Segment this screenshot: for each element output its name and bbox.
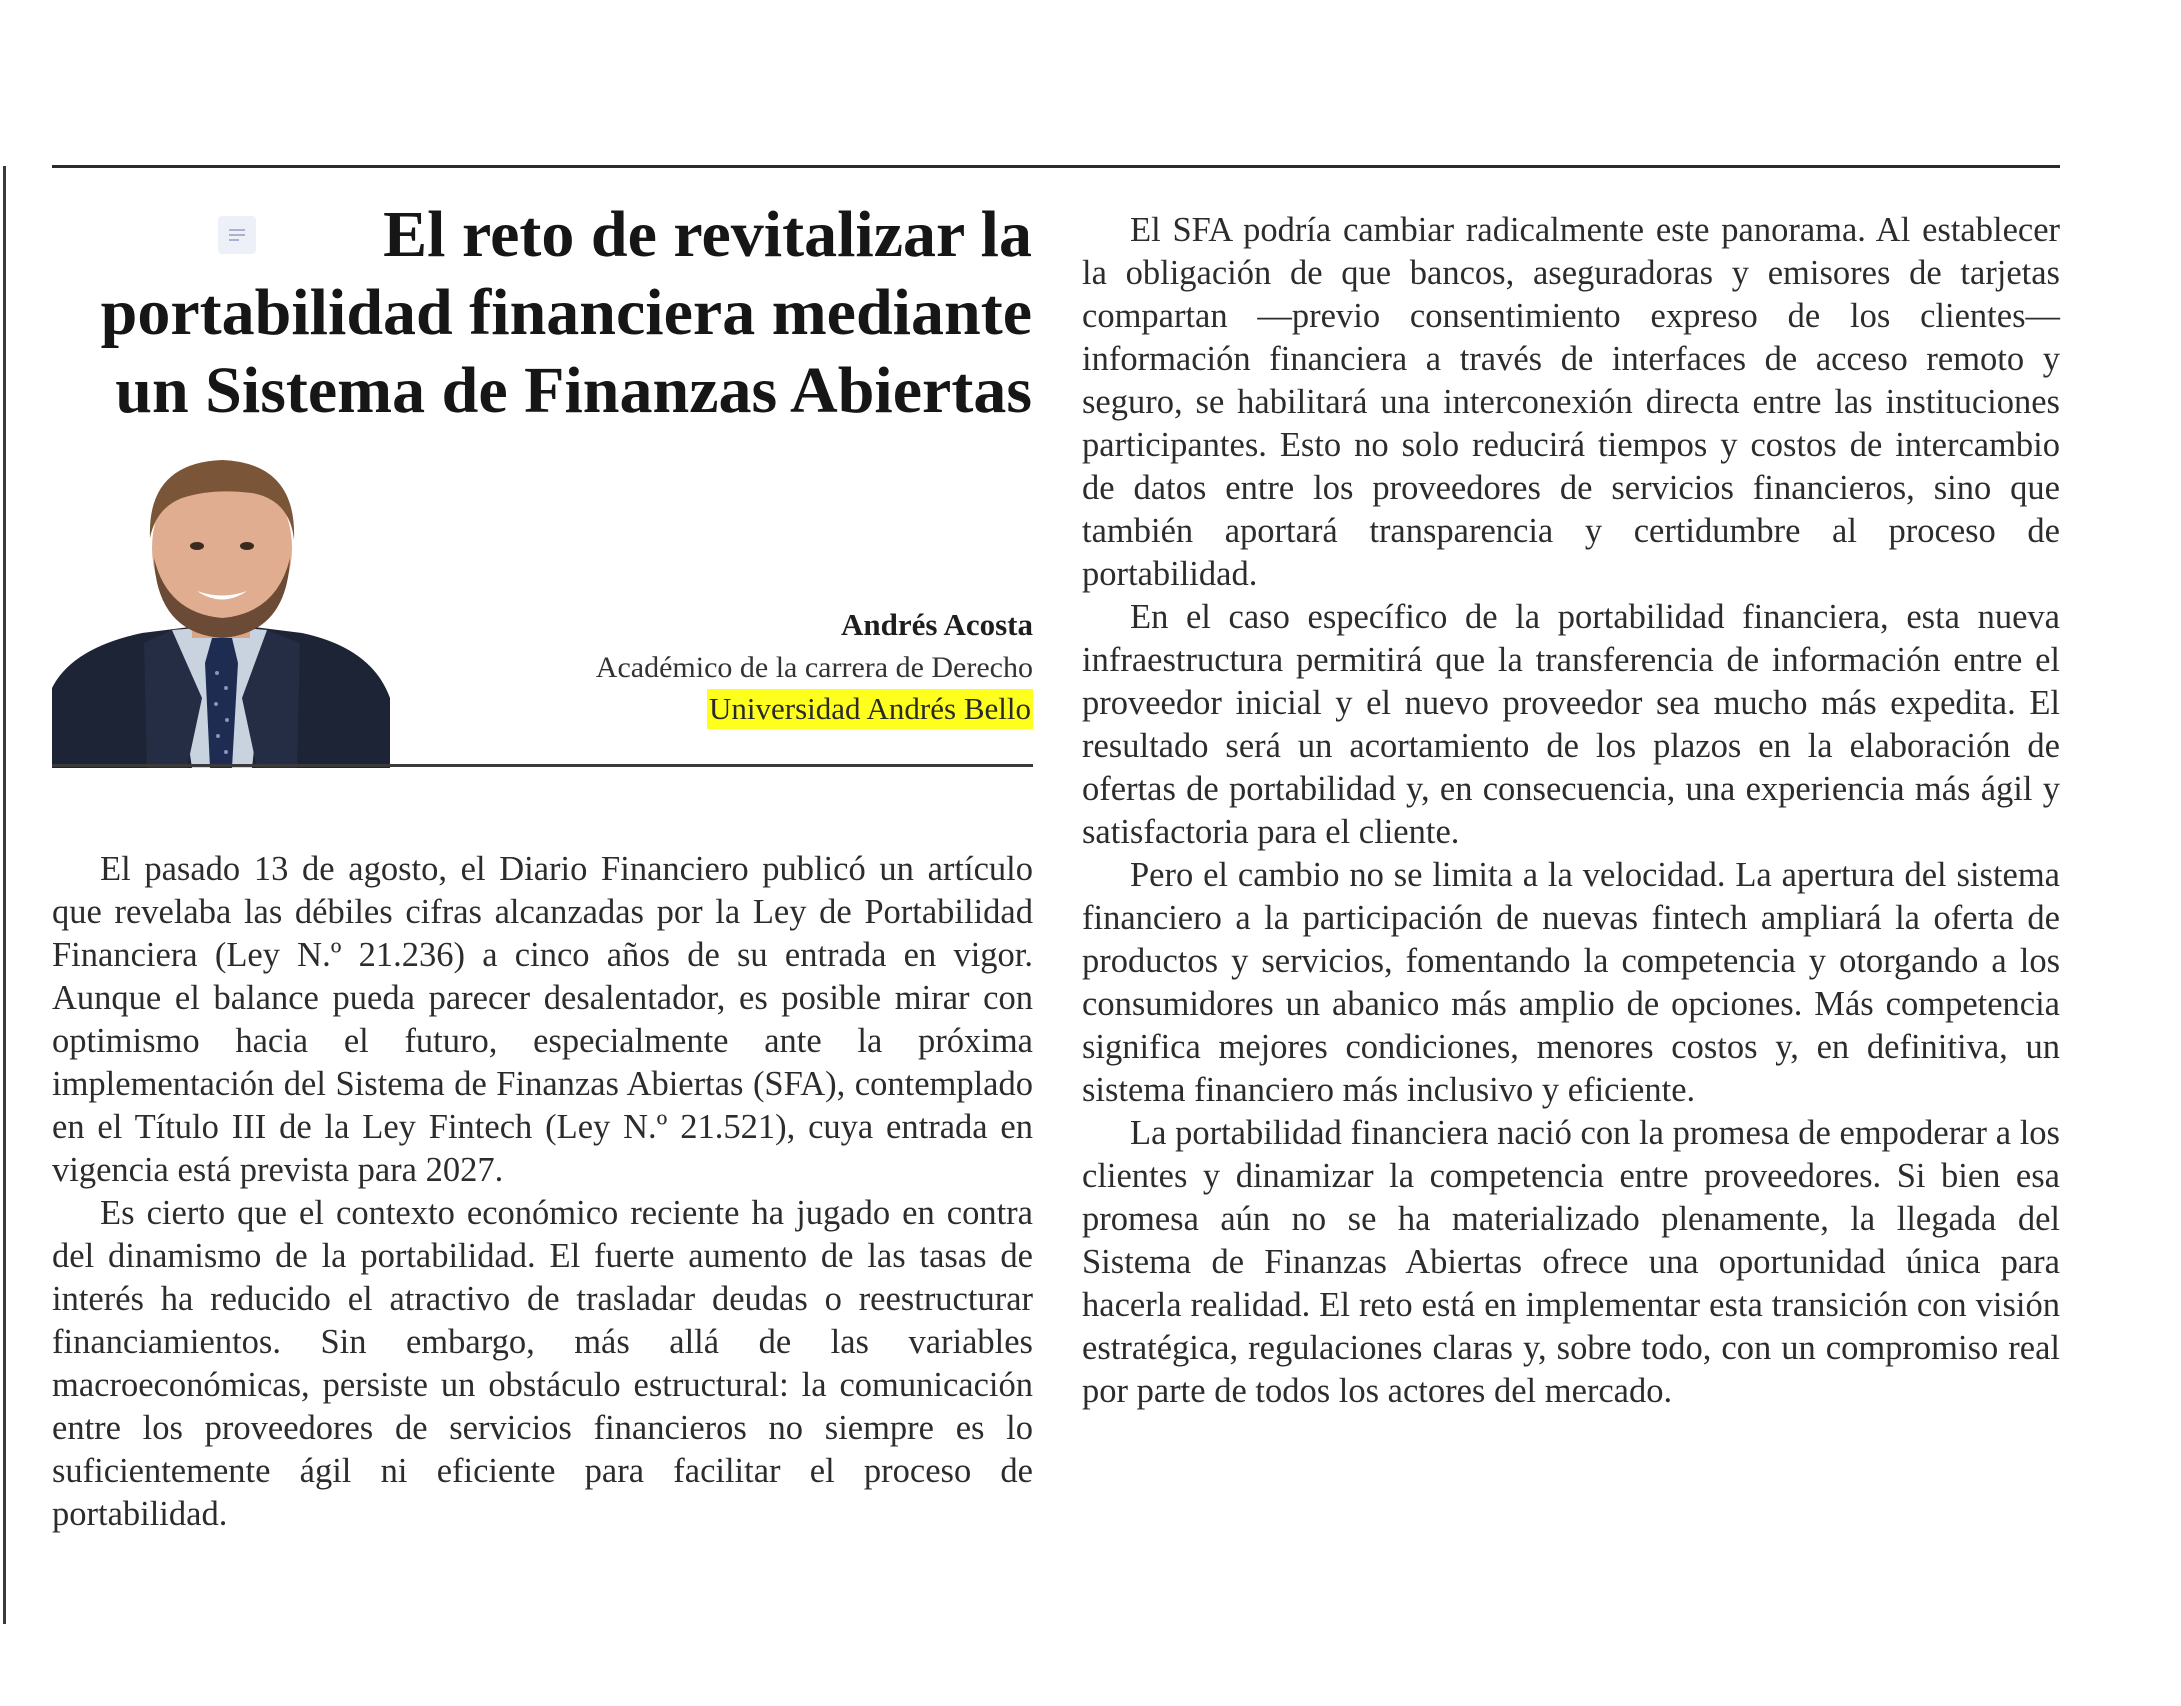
author-name: Andrés Acosta bbox=[840, 607, 1033, 642]
author-institution: Universidad Andrés Bello bbox=[707, 689, 1033, 729]
top-rule bbox=[52, 165, 2060, 168]
paragraph: En el caso específico de la portabilidad financiera, esta nueva infraestructura permitirá que la transferencia de información entre el proveedor inicial y el nuevo proveedor sea mucho más expedita. El resultado será un acortamiento de los plazos en la elaboración de ofertas de portabilidad y, en consecuencia, una experiencia más ágil y satisfactoria para el cliente. bbox=[1082, 598, 2060, 851]
article-headline: El reto de revitalizar la portabilidad financiera mediante un Sistema de Finanzas Abiertas bbox=[100, 198, 1032, 427]
article-column-right bbox=[1082, 209, 2060, 1413]
paragraph: Pero el cambio no se limita a la velocidad. La apertura del sistema financiero a la participación de nuevas fintech ampliará la oferta de productos y servicios, fomentando la competencia y otorgando a los consumidores un abanico más amplio de opciones. Más competencia significa mejores condiciones, menores costos y, en definitiva, un sistema financiero más inclusivo y eficiente. bbox=[1082, 856, 2060, 1109]
paragraph: La portabilidad financiera nació con la promesa de empoderar a los clientes y dinamizar la competencia entre proveedores. Si bien esa promesa aún no se ha materializado plenamente, la llegada del Sistema de Finanzas Abiertas ofrece una oportunidad única para hacerla realidad. El reto está en implementar esta transición con visión estratégica, regulaciones claras y, sobre todo, con un compromiso real por parte de todos los actores del mercado. bbox=[1082, 1114, 2060, 1410]
author-role: Académico de la carrera de Derecho bbox=[595, 651, 1033, 684]
paragraph: El pasado 13 de agosto, el Diario Financiero publicó un artículo que revelaba las débiles cifras alcanzadas por la Ley de Portabilidad Financiera (Ley N.º 21.236) a cinco años de su entrada en vigor. Aunque el balance pueda parecer desalentador, es posible mirar con optimismo hacia el futuro, especialmente ante la próxima implementación del Sistema de Finanzas Abiertas (SFA), contemplado en el Título III de la Ley Fintech (Ley N.º 21.521), cuya entrada en vigencia está prevista para 2027. bbox=[52, 850, 1033, 1189]
byline-rule bbox=[52, 764, 1033, 767]
paragraph: El SFA podría cambiar radicalmente este panorama. Al establecer la obligación de que bancos, aseguradoras y emisores de tarjetas compartan —previo consentimiento expreso de los clientes— información financiera a través de interfaces de acceso remoto y seguro, se habilitará una interconexión directa entre las instituciones participantes. Esto no solo reducirá tiempos y costos de intercambio de datos entre los proveedores de servicios financieros, sino que también aportará transparencia y certidumbre al proceso de portabilidad. bbox=[1082, 211, 2060, 593]
paragraph: Es cierto que el contexto económico reciente ha jugado en contra del dinamismo de la portabilidad. El fuerte aumento de las tasas de interés ha reducido el atractivo de trasladar deudas o reestructurar financiamientos. Sin embargo, más allá de las variables macroeconómicas, persiste un obstáculo estructural: la comunicación entre los proveedores de servicios financieros no siempre es lo suficientemente ágil ni eficiente para facilitar el proceso de portabilidad. bbox=[52, 1194, 1033, 1533]
article-column-left bbox=[52, 848, 1033, 1536]
page-edge-rule bbox=[3, 166, 6, 1624]
byline bbox=[400, 604, 1033, 729]
author-portrait bbox=[52, 448, 390, 768]
